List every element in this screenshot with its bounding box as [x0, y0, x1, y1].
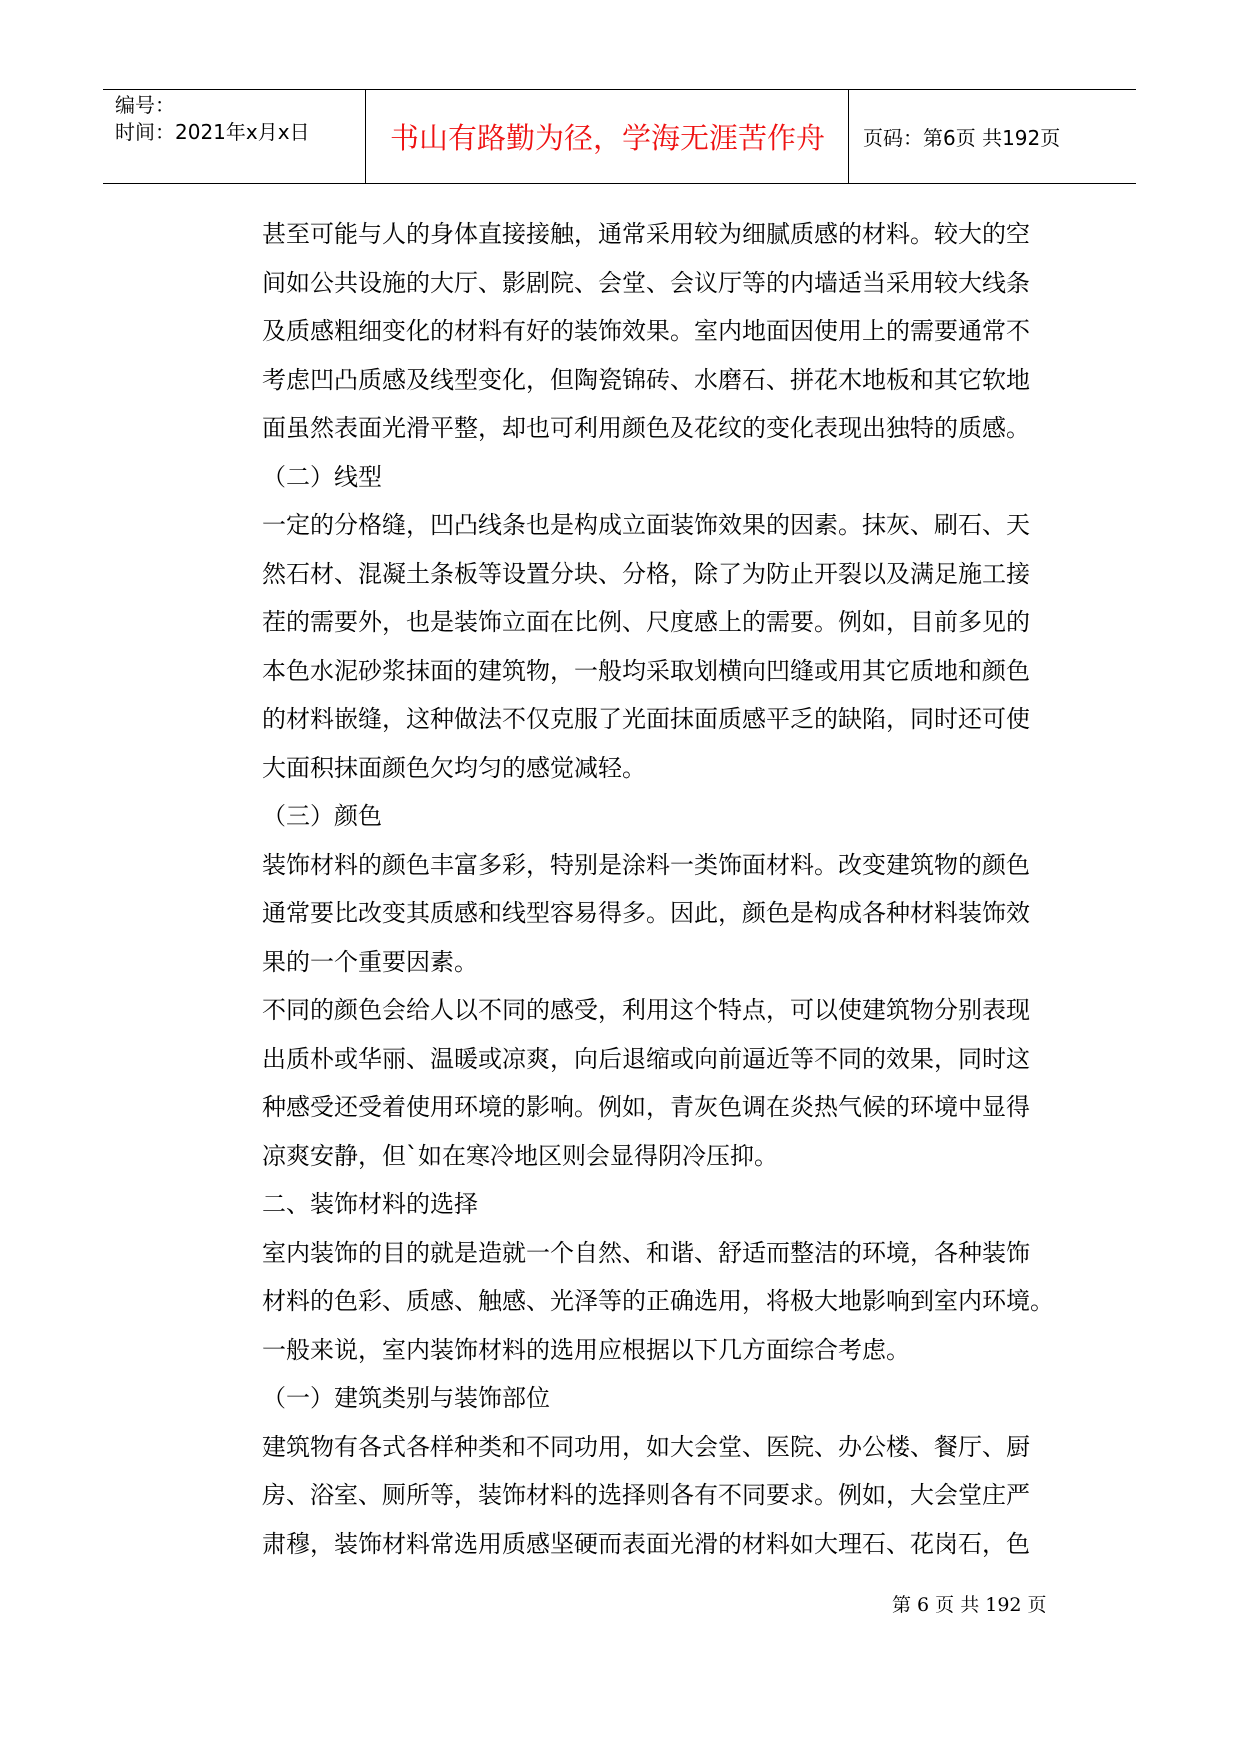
header-page-code: 页码：第6页 共192页: [863, 126, 1061, 150]
body-line: 面虽然表面光滑平整，却也可利用颜色及花纹的变化表现出独特的质感。: [262, 414, 1030, 442]
body-line: 果的一个重要因素。: [262, 947, 478, 976]
body-line: （三）颜色: [262, 802, 382, 830]
body-line: 大面积抹面颜色欠均匀的感觉减轻。: [262, 753, 646, 782]
body-line: 出质朴或华丽、温暖或凉爽，向后退缩或向前逼近等不同的效果，同时这: [262, 1044, 1030, 1073]
body-line: 的材料嵌缝，这种做法不仅克服了光面抹面质感平乏的缺陷，同时还可使: [262, 705, 1030, 733]
header-divider-right: [848, 90, 849, 183]
page-footer: 第 6 页 共 192 页: [892, 1594, 1047, 1616]
body-line: 考虑凹凸质感及线型变化，但陶瓷锦砖、水磨石、拼花木地板和其它软地: [262, 365, 1030, 394]
page-header: [103, 89, 1136, 184]
body-line: （一）建筑类别与装饰部位: [262, 1384, 550, 1412]
body-line: 然石材、混凝土条板等设置分块、分格，除了为防止开裂以及满足施工接: [262, 559, 1030, 588]
body-line: 间如公共设施的大厅、影剧院、会堂、会议厅等的内墙适当采用较大线条: [262, 268, 1030, 297]
body-line: 通常要比改变其质感和线型容易得多。因此，颜色是构成各种材料装饰效: [262, 899, 1030, 927]
document-time-label: 时间：2021年x月x日: [115, 120, 310, 144]
body-line: 本色水泥砂浆抹面的建筑物，一般均采取划横向凹缝或用其它质地和颜色: [262, 656, 1030, 685]
header-meta: [115, 92, 365, 146]
body-line: 室内装饰的目的就是造就一个自然、和谐、舒适而整洁的环境，各种装饰: [262, 1238, 1030, 1267]
body-line: 装饰材料的颜色丰富多彩，特别是涂料一类饰面材料。改变建筑物的颜色: [262, 850, 1030, 879]
header-motto: 书山有路勤为径，学海无涯苦作舟: [389, 121, 825, 155]
document-number-label: 编号：: [115, 93, 175, 117]
body-line: 茬的需要外，也是装饰立面在比例、尺度感上的需要。例如，目前多见的: [262, 608, 1030, 636]
body-line: 不同的颜色会给人以不同的感受，利用这个特点，可以使建筑物分别表现: [262, 996, 1030, 1024]
body-line: 一定的分格缝，凹凸线条也是构成立面装饰效果的因素。抹灰、刷石、天: [262, 511, 1030, 539]
body-line: 肃穆，装饰材料常选用质感坚硬而表面光滑的材料如大理石、花岗石，色: [262, 1529, 1030, 1558]
body-line: 凉爽安静，但`如在寒冷地区则会显得阴冷压抑。: [262, 1141, 778, 1170]
body-line: 种感受还受着使用环境的影响。例如，青灰色调在炎热气候的环境中显得: [262, 1093, 1030, 1121]
body-line: 及质感粗细变化的材料有好的装饰效果。室内地面因使用上的需要通常不: [262, 317, 1030, 345]
body-line: 房、浴室、厕所等，装饰材料的选择则各有不同要求。例如，大会堂庄严: [262, 1481, 1030, 1509]
body-line: 材料的色彩、质感、触感、光泽等的正确选用，将极大地影响到室内环境。: [262, 1287, 1054, 1315]
document-body: [262, 210, 1062, 1568]
body-line: 二、装饰材料的选择: [262, 1190, 478, 1218]
body-line: 甚至可能与人的身体直接接触，通常采用较为细腻质感的材料。较大的空: [262, 220, 1030, 248]
body-line: 一般来说，室内装饰材料的选用应根据以下几方面综合考虑。: [262, 1335, 910, 1364]
body-line: （二）线型: [262, 462, 382, 491]
body-line: 建筑物有各式各样种类和不同功用，如大会堂、医院、办公楼、餐厅、厨: [262, 1432, 1030, 1461]
header-divider-left: [365, 90, 366, 183]
